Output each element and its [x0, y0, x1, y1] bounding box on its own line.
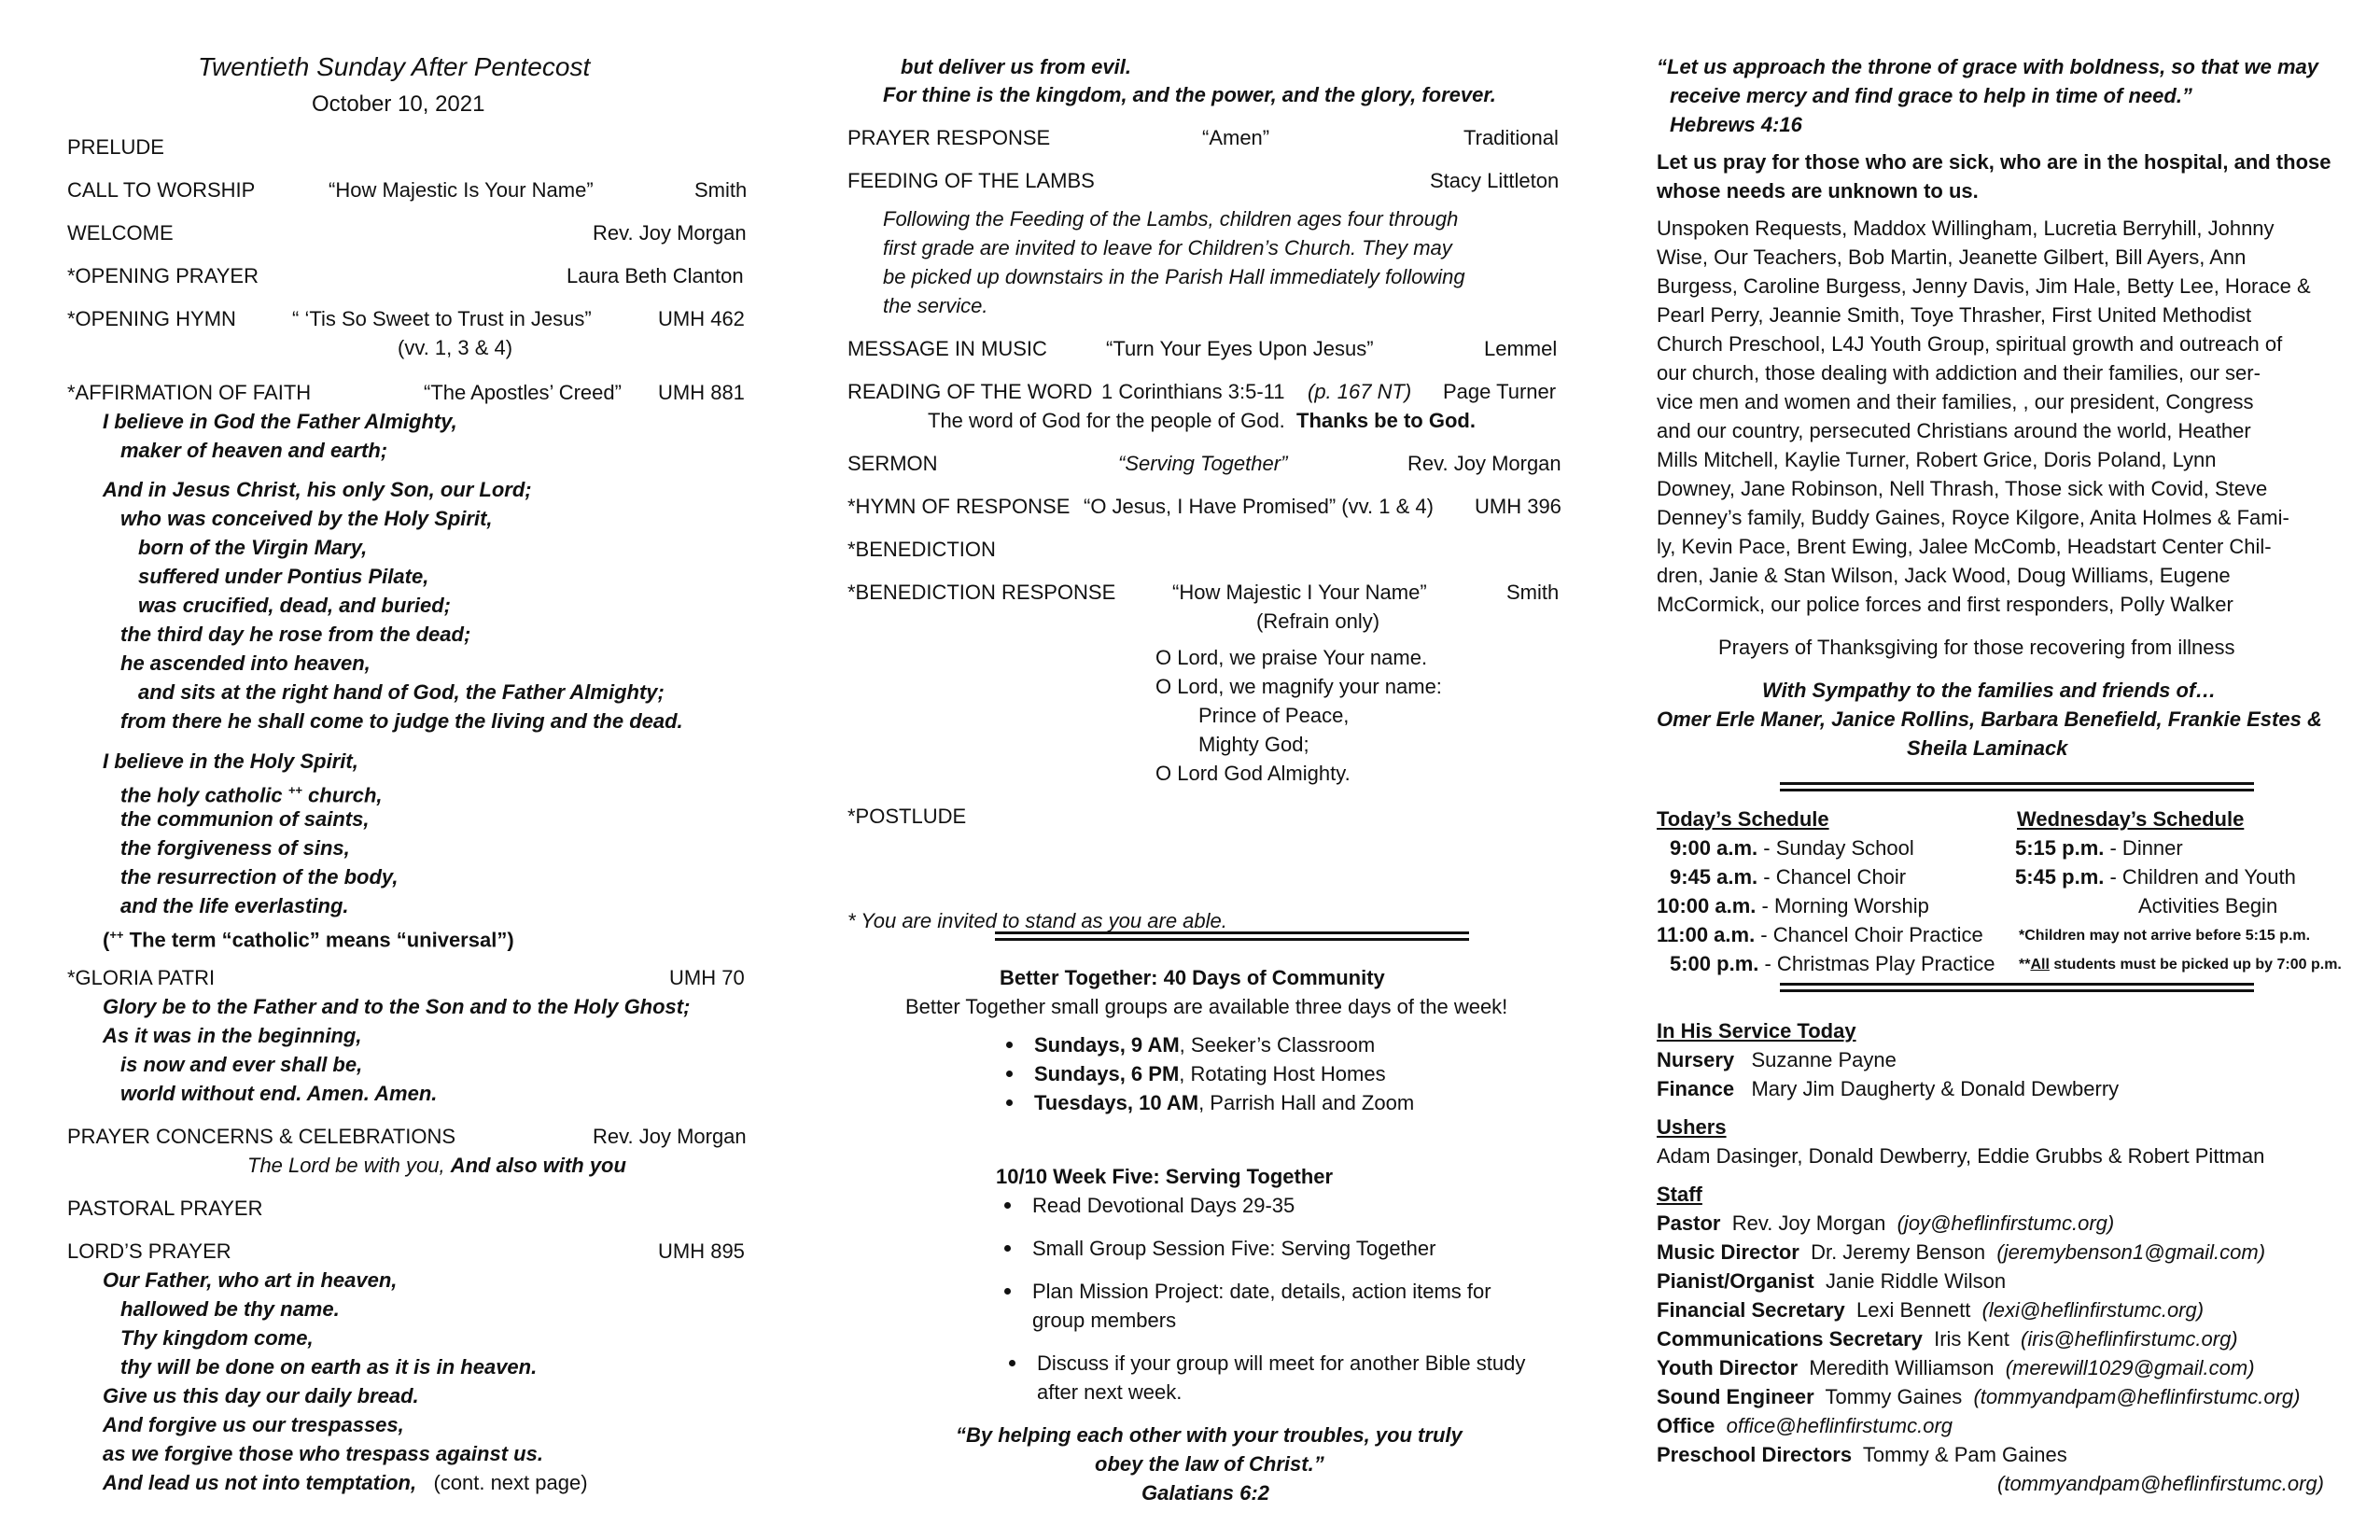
- prayer-list-line: Downey, Jane Robinson, Nell Thrash, Those sick with Covid, Steve: [1657, 477, 2268, 500]
- sermon-preacher: Rev. Joy Morgan: [1407, 452, 1561, 475]
- bullet-icon: [1006, 1071, 1013, 1077]
- stand-note: * You are invited to stand as you are able.: [847, 909, 1227, 932]
- gloria-label: *GLORIA PATRI: [67, 966, 216, 989]
- postlude-label: *POSTLUDE: [847, 805, 967, 828]
- schedule-row: 5:45 p.m. - Children and Youth: [2015, 865, 2296, 889]
- lords-prayer-line: Thy kingdom come,: [120, 1326, 314, 1350]
- pastoral-prayer-label: PASTORAL PRAYER: [67, 1197, 263, 1220]
- bullet-icon: [1006, 1099, 1013, 1106]
- service-row: Nursery Suzanne Payne: [1657, 1048, 1897, 1071]
- divider: [1780, 983, 2254, 992]
- prayer-list-line: Unspoken Requests, Maddox Willingham, Lucretia Berryhill, Johnny: [1657, 217, 2275, 240]
- opening-prayer-label: *OPENING PRAYER: [67, 264, 259, 287]
- creed-line: the communion of saints,: [120, 807, 370, 831]
- service-row: Finance Mary Jim Daugherty & Donald Dewberry: [1657, 1077, 2120, 1100]
- call-to-worship-label: CALL TO WORSHIP: [67, 178, 256, 202]
- sympathy-names: Omer Erle Maner, Janice Rollins, Barbara Benefield, Frankie Estes &: [1657, 707, 2322, 731]
- creed-line: who was conceived by the Holy Spirit,: [120, 507, 493, 530]
- affirmation-label: *AFFIRMATION OF FAITH: [67, 381, 312, 404]
- closing-quote-reference: Galatians 6:2: [1141, 1481, 1269, 1505]
- hymn-response-label: *HYMN OF RESPONSE: [847, 495, 1071, 518]
- list-item: Sundays, 6 PM, Rotating Host Homes: [1034, 1059, 1414, 1088]
- opening-hymn-label: *OPENING HYMN: [67, 307, 236, 330]
- week-item: Plan Mission Project: date, details, action items for: [1032, 1277, 1491, 1306]
- call-to-worship-title: “How Majestic Is Your Name”: [329, 178, 594, 202]
- bullet-icon: [1004, 1288, 1011, 1295]
- gloria-line: is now and ever shall be,: [120, 1053, 363, 1076]
- creed-line: and sits at the right hand of God, the Father Almighty;: [138, 680, 665, 704]
- staff-row: Office office@heflinfirstumc.org: [1657, 1414, 1953, 1437]
- opening-prayer-leader: Laura Beth Clanton: [567, 264, 744, 287]
- creed-line: the holy catholic ++ church,: [120, 783, 383, 807]
- refrain-line: Prince of Peace,: [1198, 704, 1350, 727]
- prayer-quote: receive mercy and find grace to help in time of need.”: [1670, 84, 2192, 107]
- lambs-note-line: Following the Feeding of the Lambs, children ages four through: [883, 207, 1459, 231]
- creed-line: suffered under Pontius Pilate,: [138, 565, 429, 588]
- bullet-icon: [1009, 1360, 1015, 1366]
- today-schedule-title: Today’s Schedule: [1657, 807, 1829, 831]
- refrain-line: O Lord, we praise Your name.: [1155, 646, 1428, 669]
- bullet-icon: [1006, 1042, 1013, 1048]
- creed-line: the third day he rose from the dead;: [120, 623, 471, 646]
- reading-page: (p. 167 NT): [1308, 380, 1412, 403]
- prayer-response-source: Traditional: [1463, 126, 1559, 149]
- list-item: Sundays, 9 AM, Seeker’s Classroom: [1034, 1030, 1414, 1059]
- prayer-list-line: Wise, Our Teachers, Bob Martin, Jeanette Gilbert, Bill Ayers, Ann: [1657, 245, 2247, 269]
- divider: [1780, 782, 2254, 791]
- staff-row: Music Director Dr. Jeremy Benson (jeremybenson1@gmail.com): [1657, 1240, 2266, 1264]
- schedule-row: 9:45 a.m. - Chancel Choir: [1670, 865, 1907, 889]
- closing-quote: obey the law of Christ.”: [1095, 1452, 1324, 1476]
- schedule-row-cont: Activities Begin: [2138, 894, 2278, 917]
- lambs-note-line: first grade are invited to leave for Children’s Church. They may: [883, 236, 1452, 259]
- bulletin-column-2: [847, 0, 1575, 1540]
- lords-prayer-line: And lead us not into temptation, (cont. next page): [103, 1471, 588, 1494]
- sympathy-names: Sheila Laminack: [1907, 736, 2068, 760]
- sermon-title: “Serving Together”: [1118, 452, 1288, 475]
- benediction-response-composer: Smith: [1506, 581, 1560, 604]
- page-title: Twentieth Sunday After Pentecost: [198, 52, 591, 81]
- prayer-list-line: Mills Mitchell, Kaylie Turner, Robert Grice, Doris Poland, Lynn: [1657, 448, 2217, 471]
- gloria-line: As it was in the beginning,: [103, 1024, 362, 1047]
- refrain-line: Mighty God;: [1198, 733, 1309, 756]
- prayer-response-label: PRAYER RESPONSE: [847, 126, 1051, 149]
- schedule-note: **All students must be picked up by 7:00 p.m.: [2019, 957, 2342, 973]
- reading-reader: Page Turner: [1443, 380, 1557, 403]
- staff-row: Pastor Rev. Joy Morgan (joy@heflinfirstumc.org): [1657, 1211, 2115, 1235]
- prayer-list-line: Church Preschool, L4J Youth Group, spiritual growth and outreach of: [1657, 332, 2283, 356]
- creed-line: he ascended into heaven,: [120, 651, 371, 675]
- bullet-icon: [1004, 1202, 1011, 1209]
- hymn-response-title: “O Jesus, I Have Promised” (vv. 1 & 4): [1084, 495, 1434, 518]
- creed-line: the resurrection of the body,: [120, 865, 399, 889]
- ushers-title: Ushers: [1657, 1115, 1727, 1139]
- gloria-line: Glory be to the Father and to the Son and to the Holy Ghost;: [103, 995, 691, 1018]
- creed-line: born of the Virgin Mary,: [138, 536, 368, 559]
- ushers-names: Adam Dasinger, Donald Dewberry, Eddie Grubbs & Robert Pittman: [1657, 1144, 2265, 1168]
- schedule-row: 9:00 a.m. - Sunday School: [1670, 836, 1914, 860]
- creed-line: I believe in the Holy Spirit,: [103, 749, 358, 773]
- feeding-lambs-leader: Stacy Littleton: [1430, 169, 1560, 192]
- lambs-note-line: the service.: [883, 294, 988, 317]
- service-date: October 10, 2021: [312, 91, 485, 117]
- staff-row: Financial Secretary Lexi Bennett (lexi@heflinfirstumc.org): [1657, 1298, 2205, 1322]
- prayer-list-line: McCormick, our police forces and first responders, Polly Walker: [1657, 593, 2233, 616]
- prayer-intro: whose needs are unknown to us.: [1657, 179, 1979, 203]
- lords-prayer-line: as we forgive those who trespass against us.: [103, 1442, 543, 1465]
- gloria-number: UMH 70: [669, 966, 745, 989]
- lords-prayer-label: LORD’S PRAYER: [67, 1239, 231, 1263]
- creed-line: I believe in God the Father Almighty,: [103, 410, 457, 433]
- footnote-mark: ++: [287, 783, 302, 797]
- refrain-line: O Lord, we magnify your name:: [1155, 675, 1442, 698]
- better-together-subtitle: Better Together small groups are available three days of the week!: [905, 995, 1508, 1018]
- lords-prayer-line: hallowed be thy name.: [120, 1297, 340, 1321]
- staff-row: Communications Secretary Iris Kent (iris@heflinfirstumc.org): [1657, 1327, 2238, 1351]
- concerns-label: PRAYER CONCERNS & CELEBRATIONS: [67, 1125, 456, 1148]
- week-item-cont: group members: [1032, 1309, 1177, 1332]
- week-item-cont: after next week.: [1037, 1380, 1183, 1404]
- lords-prayer-line: but deliver us from evil.: [901, 55, 1131, 78]
- affirmation-number: UMH 881: [658, 381, 745, 404]
- creed-line: and the life everlasting.: [120, 894, 349, 917]
- creed-line: And in Jesus Christ, his only Son, our Lord;: [103, 478, 532, 501]
- staff-row: Youth Director Meredith Williamson (merewill1029@gmail.com): [1657, 1356, 2255, 1379]
- affirmation-title: “The Apostles’ Creed”: [424, 381, 622, 404]
- message-music-composer: Lemmel: [1484, 337, 1558, 360]
- opening-hymn-title: “ ‘Tis So Sweet to Trust in Jesus”: [292, 307, 592, 330]
- bullet-icon: [1004, 1245, 1011, 1252]
- lords-prayer-line: And forgive us our trespasses,: [103, 1413, 404, 1436]
- concerns-leader: Rev. Joy Morgan: [593, 1125, 747, 1148]
- opening-hymn-verses: (vv. 1, 3 & 4): [398, 336, 513, 359]
- staff-title: Staff: [1657, 1183, 1702, 1206]
- hymn-response-number: UMH 396: [1475, 495, 1561, 518]
- lords-prayer-line: For thine is the kingdom, and the power, and the glory, forever.: [883, 83, 1496, 106]
- prayer-intro: Let us pray for those who are sick, who are in the hospital, and those: [1657, 150, 2331, 174]
- prelude-label: PRELUDE: [67, 135, 164, 159]
- concerns-response: The Lord be with you, And also with you: [247, 1154, 626, 1177]
- prayer-list-line: dren, Janie & Stan Wilson, Jack Wood, Doug Williams, Eugene: [1657, 564, 2231, 587]
- bulletin-column-3: [1657, 0, 2366, 1540]
- creed-footnote: (++ The term “catholic” means “universal”): [103, 928, 514, 952]
- creed-line: the forgiveness of sins,: [120, 836, 350, 860]
- lords-prayer-line: Our Father, who art in heaven,: [103, 1268, 398, 1292]
- reading-label: READING OF THE WORD: [847, 380, 1093, 403]
- benediction-label: *BENEDICTION: [847, 538, 996, 561]
- prayer-list-line: our church, those dealing with addiction and their families, our ser-: [1657, 361, 2261, 385]
- list-item: Tuesdays, 10 AM, Parrish Hall and Zoom: [1034, 1088, 1414, 1117]
- lords-prayer-number: UMH 895: [658, 1239, 745, 1263]
- staff-row: Preschool Directors Tommy & Pam Gaines: [1657, 1443, 2067, 1466]
- creed-line: from there he shall come to judge the living and the dead.: [120, 709, 683, 733]
- reading-scripture: 1 Corinthians 3:5-11: [1101, 380, 1285, 403]
- better-together-title: Better Together: 40 Days of Community: [1000, 966, 1385, 989]
- benediction-response-title: “How Majestic I Your Name”: [1172, 581, 1427, 604]
- divider: [995, 931, 1469, 941]
- message-music-label: MESSAGE IN MUSIC: [847, 337, 1047, 360]
- welcome-leader: Rev. Joy Morgan: [593, 221, 747, 245]
- lords-prayer-line: Give us this day our daily bread.: [103, 1384, 419, 1407]
- refrain-line: O Lord God Almighty.: [1155, 762, 1351, 785]
- prayer-list-line: ly, Kevin Pace, Brent Ewing, Jalee McComb, Headstart Center Chil-: [1657, 535, 2272, 558]
- schedule-row: 10:00 a.m. - Morning Worship: [1657, 894, 1929, 917]
- sympathy-title: With Sympathy to the families and friends of…: [1762, 679, 2217, 702]
- reading-response: The word of God for the people of God. Thanks be to God.: [928, 409, 1476, 432]
- week-title: 10/10 Week Five: Serving Together: [996, 1165, 1334, 1188]
- week-item: Read Devotional Days 29-35: [1032, 1191, 1295, 1220]
- prayer-list-line: and our country, persecuted Christians around the world, Heather: [1657, 419, 2251, 442]
- benediction-response-label: *BENEDICTION RESPONSE: [847, 581, 1116, 604]
- lords-prayer-line: thy will be done on earth as it is in heaven.: [120, 1355, 538, 1379]
- wednesday-schedule-title: Wednesday’s Schedule: [2017, 807, 2245, 831]
- prayer-list-line: Denney’s family, Buddy Gaines, Royce Kilgore, Anita Holmes & Fami-: [1657, 506, 2289, 529]
- gloria-line: world without end. Amen. Amen.: [120, 1082, 438, 1105]
- schedule-row: 5:15 p.m. - Dinner: [2015, 836, 2183, 860]
- feeding-lambs-label: FEEDING OF THE LAMBS: [847, 169, 1095, 192]
- bulletin-column-1: [67, 0, 758, 1540]
- creed-line: was crucified, dead, and buried;: [138, 594, 451, 617]
- call-to-worship-composer: Smith: [694, 178, 748, 202]
- closing-quote: “By helping each other with your troubles, you truly: [956, 1423, 1463, 1447]
- week-item: Small Group Session Five: Serving Together: [1032, 1234, 1435, 1263]
- schedule-row: 5:00 p.m. - Christmas Play Practice: [1670, 952, 1995, 975]
- group-times-list: [1034, 1030, 1414, 1117]
- staff-row: Sound Engineer Tommy Gaines (tommyandpam@heflinfirstumc.org): [1657, 1385, 2301, 1408]
- schedule-note: *Children may not arrive before 5:15 p.m.: [2019, 928, 2311, 944]
- staff-row: Pianist/Organist Janie Riddle Wilson: [1657, 1269, 2007, 1293]
- prayer-response-title: “Amen”: [1202, 126, 1270, 149]
- creed-line: maker of heaven and earth;: [120, 439, 388, 462]
- lambs-note-line: be picked up downstairs in the Parish Hall immediately following: [883, 265, 1465, 288]
- benediction-refrain-note: (Refrain only): [1256, 609, 1380, 633]
- prayer-quote-reference: Hebrews 4:16: [1670, 113, 1802, 136]
- staff-email: (tommyandpam@heflinfirstumc.org): [1997, 1472, 2324, 1495]
- prayer-list-line: Burgess, Caroline Burgess, Jenny Davis, Jim Hale, Betty Lee, Horace &: [1657, 274, 2311, 298]
- message-music-title: “Turn Your Eyes Upon Jesus”: [1106, 337, 1374, 360]
- prayer-quote: “Let us approach the throne of grace with boldness, so that we may: [1657, 55, 2319, 78]
- prayer-list-line: vice men and women and their families, , our president, Congress: [1657, 390, 2254, 413]
- opening-hymn-number: UMH 462: [658, 307, 745, 330]
- prayer-list-line: Pearl Perry, Jeannie Smith, Toye Thrasher, First United Methodist: [1657, 303, 2252, 327]
- welcome-label: WELCOME: [67, 221, 174, 245]
- sermon-label: SERMON: [847, 452, 938, 475]
- week-item: Discuss if your group will meet for another Bible study: [1037, 1349, 1525, 1378]
- in-his-service-title: In His Service Today: [1657, 1019, 1856, 1043]
- thanksgiving-line: Prayers of Thanksgiving for those recovering from illness: [1718, 636, 2235, 659]
- schedule-row: 11:00 a.m. - Chancel Choir Practice: [1657, 923, 1983, 946]
